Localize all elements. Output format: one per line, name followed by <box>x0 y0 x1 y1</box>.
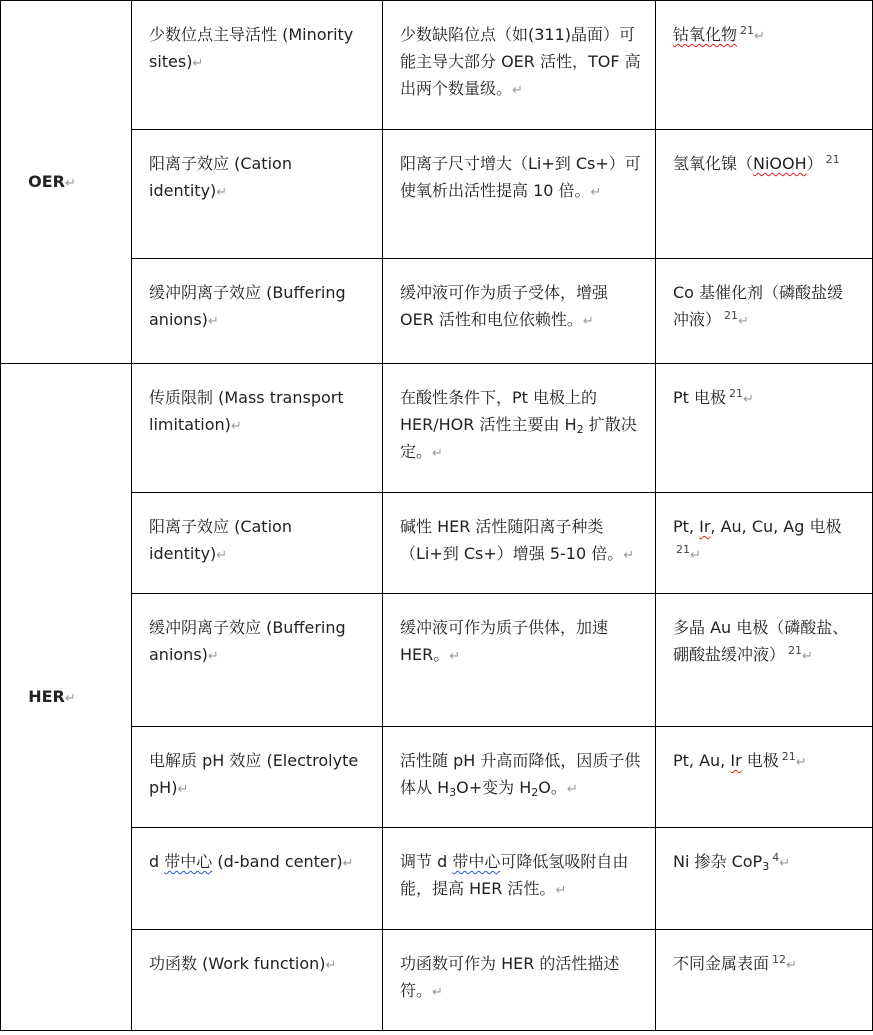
citation-ref: 21 <box>676 543 690 556</box>
factor-cell <box>132 828 383 930</box>
paragraph-mark: ↵ <box>230 419 242 434</box>
system-text: 不同金属表面 <box>673 954 770 973</box>
paragraph-mark: ↵ <box>449 649 461 664</box>
paragraph-mark: ↵ <box>64 690 76 706</box>
system-cell <box>656 930 873 1031</box>
factor-text: 阳离子效应 (Cation identity) <box>149 517 292 563</box>
description-text: 调节 d <box>400 852 453 871</box>
system-text: Ni 掺杂 CoP <box>673 852 763 871</box>
citation-ref: 21 <box>724 309 739 322</box>
system-text-flagged: Ir <box>699 517 711 536</box>
paragraph-mark: ↵ <box>177 782 189 797</box>
paragraph-mark: ↵ <box>795 755 807 770</box>
table-row <box>1 130 873 259</box>
citation-ref: 21 <box>729 387 744 400</box>
citation-ref: 4 <box>772 851 780 864</box>
description-text-flagged: 带中心 <box>452 852 501 871</box>
citation-ref: 21 <box>781 750 796 763</box>
description-cell <box>383 828 656 930</box>
citation-ref: 12 <box>772 953 787 966</box>
system-text: 钴氧化物 <box>673 25 738 44</box>
factor-text: (d-band center) <box>212 852 343 871</box>
category-cell-oer <box>1 1 132 364</box>
description-text: 碱性 HER 活性随阳离子种类（Li+到 Cs+）增强 5-10 倍。 <box>400 517 624 563</box>
factor-text: 阳离子效应 (Cation identity) <box>149 154 292 200</box>
paragraph-mark: ↵ <box>754 29 765 44</box>
factor-cell <box>132 259 383 364</box>
description-text: 缓冲液可作为质子供体，加速 HER。 <box>400 618 609 664</box>
paragraph-mark: ↵ <box>216 548 228 563</box>
system-text: Pt, <box>673 517 700 536</box>
category-label: OER <box>28 171 65 191</box>
system-text: Pt 电极 <box>673 388 727 407</box>
category-cell-her <box>1 364 132 1031</box>
system-text: Pt, Au, <box>673 751 731 770</box>
factor-text: 缓冲阴离子效应 (Buffering anions) <box>149 283 346 329</box>
table-row <box>1 594 873 727</box>
description-text: 缓冲液可作为质子受体，增强 OER 活性和电位依赖性。 <box>400 283 609 329</box>
factor-text-flagged: 带中心 <box>164 852 213 871</box>
paragraph-mark: ↵ <box>192 56 204 71</box>
factor-cell <box>132 493 383 594</box>
description-cell <box>383 493 656 594</box>
system-cell <box>656 493 873 594</box>
description-cell <box>383 930 656 1031</box>
table-row <box>1 364 873 493</box>
paragraph-mark: ↵ <box>64 175 76 191</box>
factor-cell <box>132 594 383 727</box>
factor-text: 传质限制 (Mass transport limitation) <box>149 388 344 434</box>
system-text-flagged: NiOOH <box>753 154 807 173</box>
system-cell <box>656 828 873 930</box>
description-cell <box>383 259 656 364</box>
citation-ref: 21 <box>788 644 803 657</box>
system-cell <box>656 259 873 364</box>
description-text: 可降低氢吸附自由能，提高 HER 活性。 <box>400 852 629 898</box>
paragraph-mark: ↵ <box>582 314 594 329</box>
paragraph-mark: ↵ <box>207 649 219 664</box>
factor-cell <box>132 930 383 1031</box>
paragraph-mark: ↵ <box>623 548 635 563</box>
factor-text: 电解质 pH 效应 (Electrolyte pH) <box>149 751 359 797</box>
factor-text: 缓冲阴离子效应 (Buffering anions) <box>149 618 346 664</box>
category-label: HER <box>28 686 65 706</box>
paragraph-mark: ↵ <box>342 856 354 871</box>
paragraph-mark: ↵ <box>325 958 337 973</box>
system-text: 氢氧化镍（ <box>673 154 754 173</box>
system-text: 多晶 Au 电极（磷酸盐、硼酸盐缓冲液） <box>673 618 849 664</box>
factor-text: 少数位点主导活性 (Minority sites) <box>149 25 354 71</box>
paragraph-mark: ↵ <box>432 985 443 1000</box>
table-row <box>1 828 873 930</box>
description-cell <box>383 594 656 727</box>
subscript: 2 <box>531 786 539 799</box>
table-row <box>1 493 873 594</box>
paragraph-mark: ↵ <box>432 446 443 461</box>
description-cell <box>383 727 656 828</box>
description-text: 阳离子尺寸增大（Li+到 Cs+）可使氧析出活性提高 10 倍。 <box>400 154 641 200</box>
system-cell <box>656 594 873 727</box>
factor-cell <box>132 130 383 259</box>
factor-cell <box>132 364 383 493</box>
subscript: 3 <box>449 786 457 799</box>
paragraph-mark: ↵ <box>512 83 523 98</box>
paragraph-mark: ↵ <box>590 185 602 200</box>
table-row <box>1 727 873 828</box>
system-cell <box>656 130 873 259</box>
paragraph-mark: ↵ <box>690 548 701 563</box>
citation-ref: 21 <box>825 153 840 166</box>
subscript: 3 <box>762 860 770 873</box>
paragraph-mark: ↵ <box>216 185 228 200</box>
table-row <box>1 930 873 1031</box>
system-cell <box>656 727 873 828</box>
paragraph-mark: ↵ <box>743 392 754 407</box>
factor-text: d <box>149 852 165 871</box>
factor-text: 功函数 (Work function) <box>149 954 326 973</box>
paragraph-mark: ↵ <box>207 314 219 329</box>
paragraph-mark: ↵ <box>779 856 791 871</box>
description-text: 扩散决定。 <box>400 415 637 461</box>
description-text: 在酸性条件下，Pt 电极上的 HER/HOR 活性主要由 H <box>400 388 598 434</box>
paragraph-mark: ↵ <box>786 958 797 973</box>
system-text: ） <box>806 154 823 173</box>
paragraph-mark: ↵ <box>555 883 567 898</box>
description-cell <box>383 1 656 130</box>
paragraph-mark: ↵ <box>566 782 578 797</box>
citation-ref: 21 <box>740 24 755 37</box>
table-row <box>1 259 873 364</box>
description-cell <box>383 364 656 493</box>
subscript: 2 <box>576 423 584 436</box>
description-text: 功函数可作为 HER 的活性描述符。 <box>400 954 620 1000</box>
system-cell <box>656 1 873 130</box>
description-text: O。 <box>538 778 567 797</box>
system-text: , Au, Cu, Ag 电极 <box>710 517 842 536</box>
system-text-flagged: Ir <box>730 751 742 770</box>
paragraph-mark: ↵ <box>738 314 749 329</box>
factor-cell <box>132 727 383 828</box>
system-cell <box>656 364 873 493</box>
description-text: 活性随 pH 升高而降低，因质子供体从 H <box>400 751 641 797</box>
description-cell <box>383 130 656 259</box>
table-row <box>1 1 873 130</box>
factor-cell <box>132 1 383 130</box>
description-text: 少数缺陷位点（如(311)晶面）可能主导大部分 OER 活性，TOF 高出两个数量级。 <box>400 25 641 98</box>
system-text: Co 基催化剂（磷酸盐缓冲液） <box>673 283 844 329</box>
system-text: 电极 <box>741 751 779 770</box>
paragraph-mark: ↵ <box>802 649 813 664</box>
description-text: O+变为 H <box>456 778 532 797</box>
